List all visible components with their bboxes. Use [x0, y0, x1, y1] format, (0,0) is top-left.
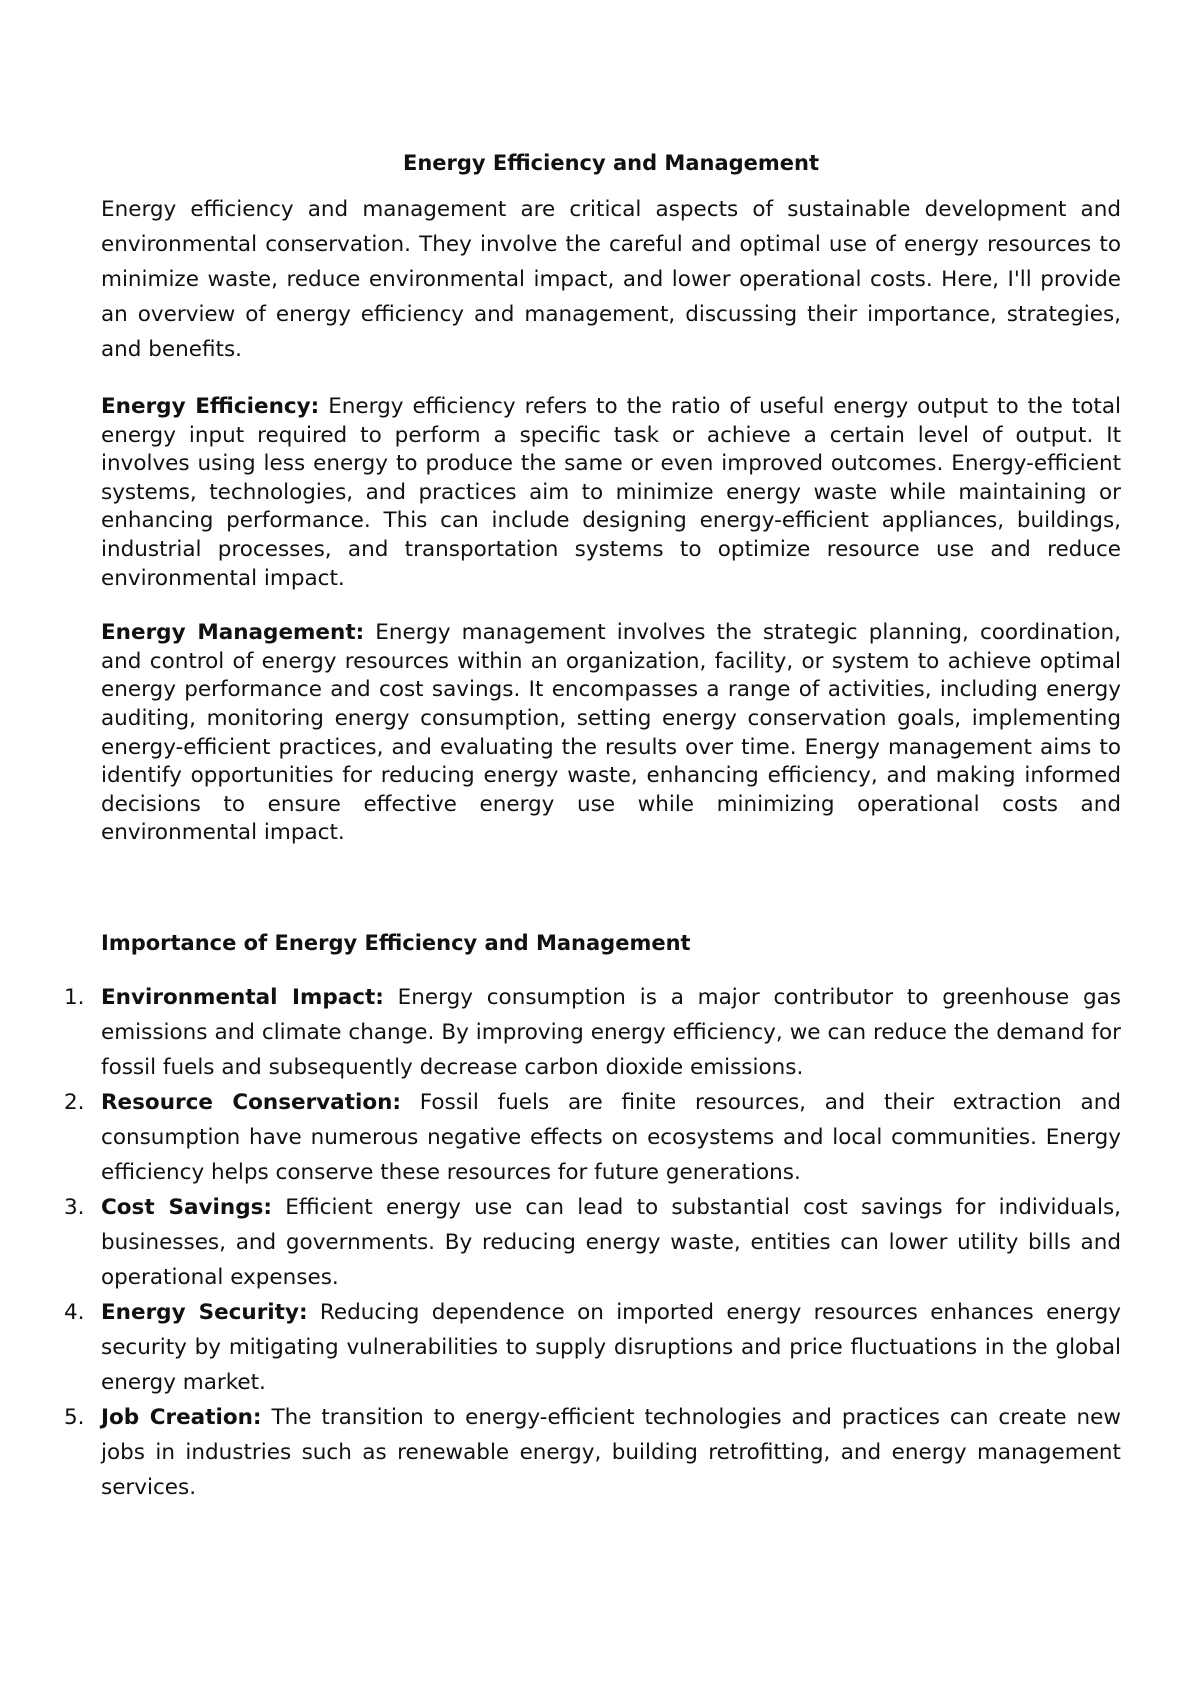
energy-management-term: Energy Management: [101, 620, 365, 646]
list-text: Efficient energy use can lead to substantial cost savings for individuals, businesses, and governments. By reducing energy waste, entities can lower utility bills and operational expenses. [101, 1194, 1121, 1290]
energy-efficiency-term: Energy Efficiency: [101, 394, 320, 419]
list-term: Cost Savings: [101, 1194, 272, 1220]
list-number: 1. [64, 984, 85, 1010]
list-term: Job Creation: [101, 1404, 262, 1430]
list-number: 3. [64, 1194, 85, 1220]
list-item [64, 1400, 1121, 1505]
list-number: 4. [64, 1299, 85, 1325]
energy-efficiency-text: Energy efficiency refers to the ratio of useful energy output to the total energy input required to perform a specific task or achieve a certain level of output. It involves using less energy to produce the same or even improved outcomes. Energy-efficient systems, technologies, and practices aim to minimize energy waste while maintaining or enhancing performance. This can include designing energy-efficient appliances, buildings, industrial processes, and transportation systems to optimize resource use and reduce environmental impact. [101, 394, 1122, 591]
importance-list [64, 980, 1121, 1505]
energy-management-paragraph [101, 619, 1121, 848]
list-term: Energy Security: [101, 1299, 308, 1325]
list-item [64, 980, 1121, 1085]
importance-heading: Importance of Energy Efficiency and Management [101, 930, 691, 955]
list-item [64, 1295, 1121, 1400]
document-page [64, 148, 1122, 1505]
list-number: 2. [64, 1089, 85, 1115]
energy-efficiency-paragraph [101, 393, 1121, 593]
list-text: Energy consumption is a major contributor to greenhouse gas emissions and climate change. By improving energy efficiency, we can reduce the demand for fossil fuels and subsequently decrease carbon dioxide emissions. [101, 984, 1121, 1080]
list-text: Reducing dependence on imported energy resources enhances energy security by mitigating vulnerabilities to supply disruptions and price fluctuations in the global energy market. [101, 1299, 1121, 1395]
list-number: 5. [64, 1404, 85, 1430]
list-item [64, 1190, 1121, 1295]
energy-management-text: Energy management involves the strategic planning, coordination, and control of energy resources within an organization, facility, or system to achieve optimal energy performance and cost savings. It encompasses a range of activities, including energy auditing, monitoring energy consumption, setting energy conservation goals, implementing energy-efficient practices, and evaluating the results over time. Energy management aims to identify opportunities for reducing energy waste, enhancing efficiency, and making informed decisions to ensure effective energy use while minimizing operational costs and environmental impact. [101, 620, 1121, 846]
list-term: Resource Conservation: [101, 1089, 402, 1115]
intro-paragraph: Energy efficiency and management are critical aspects of sustainable development and environmental conservation. They involve the careful and optimal use of energy resources to minimize waste, reduce environmental impact, and lower operational costs. Here, I'll provide an overview of energy efficiency and management, discussing their importance, strategies, and benefits. [101, 197, 1121, 362]
list-term: Environmental Impact: [101, 984, 384, 1010]
list-item [64, 1085, 1121, 1190]
document-title: Energy Efficiency and Management [402, 151, 820, 175]
list-text: The transition to energy-efficient technologies and practices can create new jobs in industries such as renewable energy, building retrofitting, and energy management services. [101, 1404, 1121, 1500]
list-text: Fossil fuels are finite resources, and their extraction and consumption have numerous negative effects on ecosystems and local communities. Energy efficiency helps conserve these resources for future generations. [101, 1089, 1121, 1185]
